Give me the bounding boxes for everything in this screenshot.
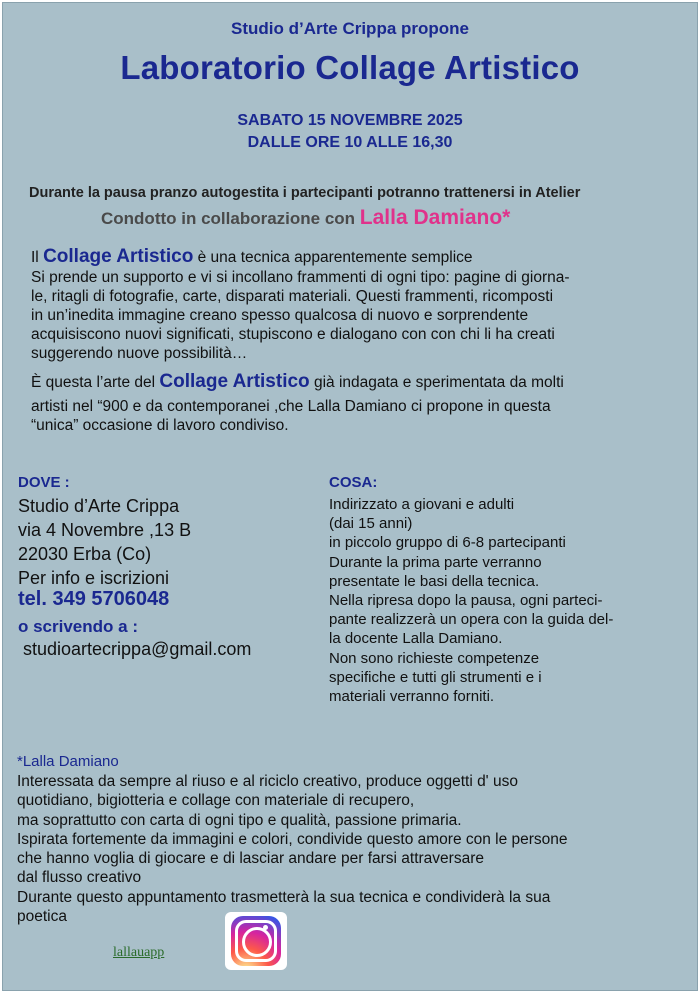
collage-highlight-2: Collage Artistico	[159, 371, 310, 392]
bio-line: ma soprattutto con carta di ogni tipo e qualità, passione primaria.	[17, 811, 462, 829]
instagram-handle-link[interactable]: lallauapp	[113, 945, 165, 960]
what-line: in piccolo gruppo di 6-8 partecipanti	[329, 534, 566, 552]
instagram-gradient	[231, 916, 281, 966]
event-time: DALLE ORE 10 ALLE 16,30	[247, 134, 453, 151]
what-details	[329, 495, 694, 706]
description-lead: Il	[31, 249, 44, 266]
what-line: Indirizzato a giovani e adulti	[329, 496, 515, 513]
email-link[interactable]: studioartecrippa@gmail.com	[23, 639, 252, 659]
event-date: SABATO 15 NOVEMBRE 2025	[237, 112, 463, 129]
description-lead-2: È questa l’arte del	[31, 374, 160, 391]
description-line-1	[31, 247, 473, 267]
bio-line: dal flusso creativo	[17, 869, 142, 887]
address-line: via 4 Novembre ,13 B	[18, 520, 192, 540]
address-line: Studio d’Arte Crippa	[18, 496, 180, 516]
what-line: pante realizzerà un opera con la guida del-	[329, 611, 614, 629]
description-text-line: le, ritagli di fotografie, carte, disparati materiali. Questi frammenti, ricomposti	[31, 288, 554, 305]
bio-name: *Lalla Damiano	[17, 753, 119, 770]
what-line: materiali verranno forniti.	[329, 688, 495, 706]
bio-line: Durante questo appuntamento trasmetterà la sua tecnica e condividerà la sua	[17, 888, 551, 906]
what-line: (dai 15 anni)	[329, 515, 413, 533]
description-text-line: suggerendo nuove possibilità…	[31, 345, 248, 362]
page-title: Laboratorio Collage Artistico	[120, 49, 580, 86]
conducted-line	[101, 206, 510, 230]
address-line: Per info e iscrizioni	[18, 568, 170, 588]
flyer-page	[2, 2, 698, 991]
description-tail: è una tecnica apparentemente semplice	[193, 249, 473, 266]
conductor-name: Lalla Damiano*	[359, 206, 511, 229]
where-label: DOVE :	[18, 474, 70, 491]
description-paragraph-2	[31, 397, 696, 435]
collage-highlight-1: Collage Artistico	[43, 246, 194, 267]
what-line: Durante la prima parte verranno	[329, 553, 542, 571]
description-text-line: in un’inedita immagine creano spesso qualcosa di nuovo e sorprendente	[31, 307, 529, 324]
what-line: la docente Lalla Damiano.	[329, 630, 503, 648]
address-line: 22030 Erba (Co)	[18, 544, 152, 564]
lunch-note: Durante la pausa pranzo autogestita i partecipanti potranno trattenersi in Atelier	[29, 185, 581, 201]
write-label: o scrivendo a :	[18, 617, 138, 636]
description-tail-2: già indagata e sperimentata da molti	[309, 374, 564, 391]
instagram-lens	[242, 927, 272, 957]
bio-line: quotidiano, bigiotteria e collage con materiale di recupero,	[17, 792, 415, 810]
description-paragraph-1	[31, 268, 696, 363]
bio-line: Interessata da sempre al riuso e al riciclo creativo, produce oggetti d' uso	[17, 773, 518, 790]
description-text-line: Si prende un supporto e vi si incollano frammenti di ogni tipo: pagine di giorna-	[31, 269, 570, 286]
description-line-2	[31, 372, 564, 392]
instagram-icon[interactable]	[225, 912, 287, 970]
what-line: presentate le basi della tecnica.	[329, 572, 540, 590]
bio-line: poetica	[17, 908, 67, 926]
bio-text	[17, 772, 693, 926]
conducted-prefix: Condotto in collaborazione con	[101, 209, 360, 228]
phone-number[interactable]: tel. 349 5706048	[18, 588, 170, 610]
presenter-line: Studio d’Arte Crippa propone	[231, 19, 469, 38]
bio-line: Ispirata fortemente da immagini e colori, condivide questo amore con le persone	[17, 830, 568, 848]
what-line: specifiche e tutti gli strumenti e i	[329, 668, 542, 686]
what-line: Nella ripresa dopo la pausa, ogni parteci-	[329, 592, 603, 610]
where-address	[18, 494, 191, 590]
description-text-line: “unica” occasione di lavoro condiviso.	[31, 417, 289, 434]
what-line: Non sono richieste competenze	[329, 649, 540, 667]
description-text-line: acquisiscono nuovi significati, stupiscono e dialogano con con chi li ha creati	[31, 326, 555, 343]
instagram-flash	[263, 925, 268, 930]
bio-line: che hanno voglia di giocare e di lasciar andare per farsi attraversare	[17, 850, 484, 868]
description-text-line: artisti nel “900 e da contemporanei ,che Lalla Damiano ci propone in questa	[31, 398, 551, 415]
what-label: COSA:	[329, 474, 378, 491]
